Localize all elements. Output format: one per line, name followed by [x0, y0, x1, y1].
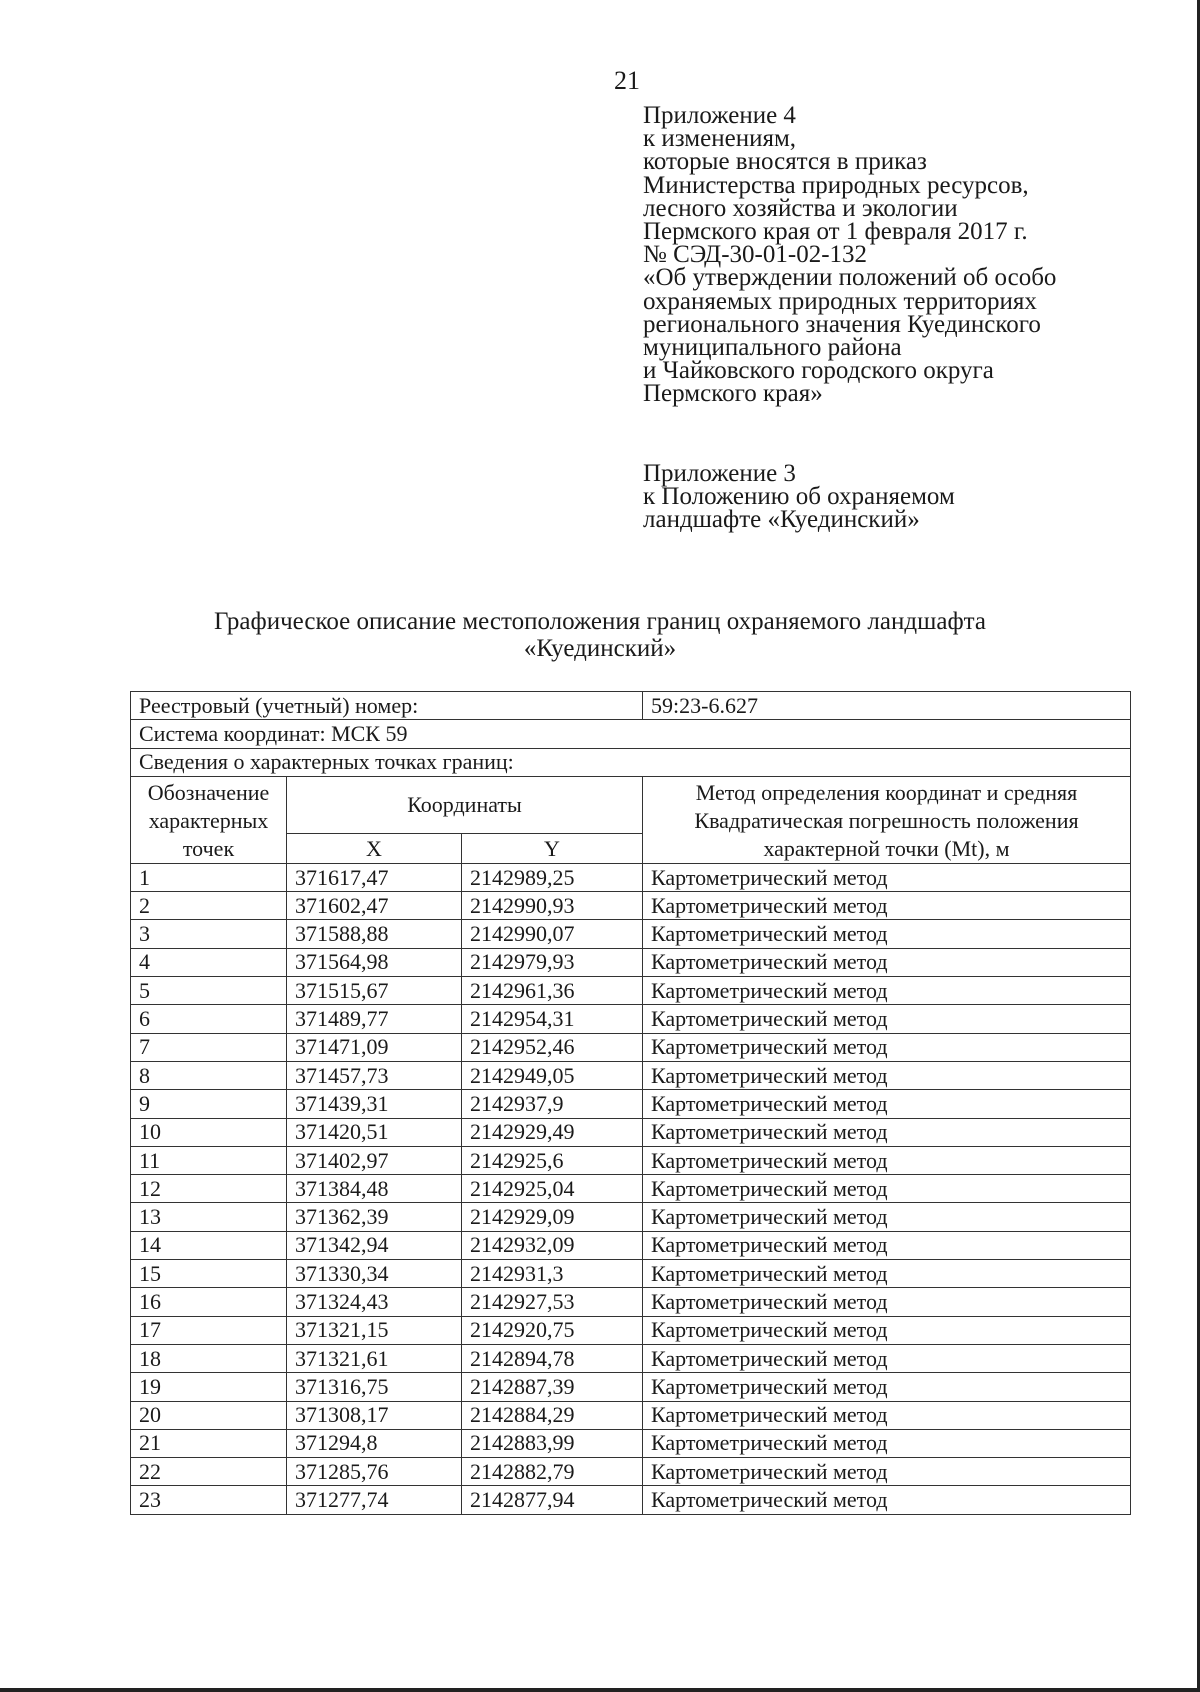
method-cell: Картометрический метод — [643, 1429, 1131, 1457]
y-coordinate-cell: 2142929,49 — [462, 1118, 643, 1146]
appendix-4-line: охраняемых природных территориях — [643, 287, 1037, 315]
appendix-4-header — [643, 104, 1183, 406]
appendix-4-line: регионального значения Куединского — [643, 310, 1041, 338]
appendix-4-line: Приложение 4 — [643, 102, 796, 129]
coordinates-table — [130, 691, 1131, 1515]
table-row — [131, 1344, 1131, 1372]
document-title-line: Графическое описание местоположения границ охраняемого ландшафта — [214, 608, 986, 635]
y-coordinate-cell: 2142887,39 — [462, 1373, 643, 1401]
point-number-cell: 4 — [131, 948, 287, 976]
registry-row — [131, 692, 1131, 720]
appendix-4-line: «Об утверждении положений об особо — [643, 264, 1057, 292]
x-coordinate-cell: 371471,09 — [287, 1033, 462, 1061]
method-cell: Картометрический метод — [643, 977, 1131, 1005]
table-row — [131, 1260, 1131, 1288]
y-coordinate-cell: 2142882,79 — [462, 1458, 643, 1486]
x-coordinate-cell: 371457,73 — [287, 1061, 462, 1089]
scan-edge-bottom — [0, 1688, 1200, 1692]
table-row — [131, 1005, 1131, 1033]
document-title-line: «Куединский» — [523, 635, 677, 662]
appendix-4-line: № СЭД-30-01-02-132 — [643, 241, 868, 269]
method-cell: Картометрический метод — [643, 863, 1131, 891]
table-row — [131, 863, 1131, 891]
point-number-cell: 1 — [131, 863, 287, 891]
method-cell: Картометрический метод — [643, 1146, 1131, 1174]
y-coordinate-cell: 2142925,6 — [462, 1146, 643, 1174]
method-cell: Картометрический метод — [643, 1231, 1131, 1259]
point-number-cell: 5 — [131, 977, 287, 1005]
point-number-cell: 6 — [131, 1005, 287, 1033]
page-number: 21 — [614, 66, 640, 95]
points-info: Сведения о характерных точках границ: — [131, 748, 1131, 776]
document-title — [130, 608, 1070, 662]
y-coordinate-cell: 2142961,36 — [462, 977, 643, 1005]
table-row — [131, 920, 1131, 948]
method-cell: Картометрический метод — [643, 1288, 1131, 1316]
x-coordinate-cell: 371515,67 — [287, 977, 462, 1005]
x-coordinate-cell: 371324,43 — [287, 1288, 462, 1316]
point-number-cell: 23 — [131, 1486, 287, 1514]
x-coordinate-cell: 371285,76 — [287, 1458, 462, 1486]
appendix-3-line: Приложение 3 — [643, 460, 796, 487]
point-number-cell: 2 — [131, 892, 287, 920]
point-number-cell: 8 — [131, 1061, 287, 1089]
col-point-header: Обозначение характерных точек — [131, 776, 287, 863]
x-coordinate-cell: 371342,94 — [287, 1231, 462, 1259]
y-coordinate-cell: 2142925,04 — [462, 1175, 643, 1203]
method-cell: Картометрический метод — [643, 1316, 1131, 1344]
point-number-cell: 7 — [131, 1033, 287, 1061]
header-row — [131, 776, 1131, 833]
method-cell: Картометрический метод — [643, 1061, 1131, 1089]
table-row — [131, 1373, 1131, 1401]
table-row — [131, 1033, 1131, 1061]
x-coordinate-cell: 371588,88 — [287, 920, 462, 948]
coord-system-row — [131, 720, 1131, 748]
point-number-cell: 14 — [131, 1231, 287, 1259]
y-coordinate-cell: 2142877,94 — [462, 1486, 643, 1514]
point-number-cell: 12 — [131, 1175, 287, 1203]
method-cell: Картометрический метод — [643, 1260, 1131, 1288]
points-info-row — [131, 748, 1131, 776]
point-number-cell: 19 — [131, 1373, 287, 1401]
x-coordinate-cell: 371330,34 — [287, 1260, 462, 1288]
method-cell: Картометрический метод — [643, 1203, 1131, 1231]
y-coordinate-cell: 2142937,9 — [462, 1090, 643, 1118]
x-coordinate-cell: 371294,8 — [287, 1429, 462, 1457]
x-coordinate-cell: 371564,98 — [287, 948, 462, 976]
table-row — [131, 1288, 1131, 1316]
method-cell: Картометрический метод — [643, 1090, 1131, 1118]
point-number-cell: 17 — [131, 1316, 287, 1344]
y-coordinate-cell: 2142990,07 — [462, 920, 643, 948]
y-coordinate-cell: 2142990,93 — [462, 892, 643, 920]
registry-label: Реестровый (учетный) номер: — [131, 692, 643, 720]
point-number-cell: 21 — [131, 1429, 287, 1457]
method-cell: Картометрический метод — [643, 1175, 1131, 1203]
table-row — [131, 1090, 1131, 1118]
point-number-cell: 11 — [131, 1146, 287, 1174]
y-coordinate-cell: 2142884,29 — [462, 1401, 643, 1429]
table-row — [131, 892, 1131, 920]
point-number-cell: 15 — [131, 1260, 287, 1288]
y-coordinate-cell: 2142989,25 — [462, 863, 643, 891]
appendix-3-header — [643, 462, 1183, 532]
y-coordinate-cell: 2142929,09 — [462, 1203, 643, 1231]
method-cell: Картометрический метод — [643, 948, 1131, 976]
point-number-cell: 10 — [131, 1118, 287, 1146]
x-coordinate-cell: 371308,17 — [287, 1401, 462, 1429]
table-row — [131, 1175, 1131, 1203]
y-coordinate-cell: 2142932,09 — [462, 1231, 643, 1259]
table-row — [131, 1146, 1131, 1174]
appendix-4-line: Пермского края» — [643, 380, 823, 408]
y-coordinate-cell: 2142931,3 — [462, 1260, 643, 1288]
method-cell: Картометрический метод — [643, 1033, 1131, 1061]
method-cell: Картометрический метод — [643, 1344, 1131, 1372]
col-method-header: Метод определения координат и средняя Квадратическая погрешность положения характерной точки (Mt), м — [643, 776, 1131, 863]
appendix-4-line: Пермского края от 1 февраля 2017 г. — [643, 218, 1028, 246]
table-row — [131, 1401, 1131, 1429]
table-row — [131, 1429, 1131, 1457]
x-coordinate-cell: 371402,97 — [287, 1146, 462, 1174]
table-row — [131, 1458, 1131, 1486]
method-cell: Картометрический метод — [643, 1118, 1131, 1146]
registry-value: 59:23-6.627 — [643, 692, 1131, 720]
y-coordinate-cell: 2142954,31 — [462, 1005, 643, 1033]
x-coordinate-cell: 371316,75 — [287, 1373, 462, 1401]
appendix-4-line: которые вносятся в приказ — [643, 148, 927, 176]
table-row — [131, 1118, 1131, 1146]
appendix-3-line: ландшафте «Куединский» — [643, 506, 920, 534]
appendix-4-line: к изменениям, — [643, 125, 797, 153]
table-row — [131, 1486, 1131, 1514]
y-coordinate-cell: 2142949,05 — [462, 1061, 643, 1089]
table-row — [131, 1061, 1131, 1089]
method-cell: Картометрический метод — [643, 1458, 1131, 1486]
method-cell: Картометрический метод — [643, 1005, 1131, 1033]
x-coordinate-cell: 371420,51 — [287, 1118, 462, 1146]
y-coordinate-cell: 2142927,53 — [462, 1288, 643, 1316]
x-coordinate-cell: 371384,48 — [287, 1175, 462, 1203]
method-cell: Картометрический метод — [643, 920, 1131, 948]
appendix-4-line: Министерства природных ресурсов, — [643, 171, 1029, 199]
point-number-cell: 16 — [131, 1288, 287, 1316]
method-cell: Картометрический метод — [643, 1486, 1131, 1514]
appendix-4-line: муниципального района — [643, 334, 902, 362]
method-cell: Картометрический метод — [643, 892, 1131, 920]
x-coordinate-cell: 371362,39 — [287, 1203, 462, 1231]
coord-system: Система координат: МСК 59 — [131, 720, 1131, 748]
table-row — [131, 1316, 1131, 1344]
point-number-cell: 20 — [131, 1401, 287, 1429]
point-number-cell: 3 — [131, 920, 287, 948]
appendix-4-line: лесного хозяйства и экологии — [643, 194, 958, 222]
point-number-cell: 22 — [131, 1458, 287, 1486]
point-number-cell: 13 — [131, 1203, 287, 1231]
x-coordinate-cell: 371277,74 — [287, 1486, 462, 1514]
col-coords-header: Координаты — [287, 776, 643, 833]
y-coordinate-cell: 2142920,75 — [462, 1316, 643, 1344]
x-coordinate-cell: 371321,15 — [287, 1316, 462, 1344]
x-coordinate-cell: 371439,31 — [287, 1090, 462, 1118]
y-coordinate-cell: 2142979,93 — [462, 948, 643, 976]
x-coordinate-cell: 371489,77 — [287, 1005, 462, 1033]
appendix-3-line: к Положению об охраняемом — [643, 483, 955, 511]
y-coordinate-cell: 2142894,78 — [462, 1344, 643, 1372]
point-number-cell: 18 — [131, 1344, 287, 1372]
appendix-4-line: и Чайковского городского округа — [643, 357, 994, 385]
method-cell: Картометрический метод — [643, 1373, 1131, 1401]
y-coordinate-cell: 2142952,46 — [462, 1033, 643, 1061]
table-row — [131, 977, 1131, 1005]
x-coordinate-cell: 371321,61 — [287, 1344, 462, 1372]
x-coordinate-cell: 371617,47 — [287, 863, 462, 891]
table-row — [131, 948, 1131, 976]
point-number-cell: 9 — [131, 1090, 287, 1118]
table-row — [131, 1231, 1131, 1259]
y-coordinate-cell: 2142883,99 — [462, 1429, 643, 1457]
x-coordinate-cell: 371602,47 — [287, 892, 462, 920]
method-cell: Картометрический метод — [643, 1401, 1131, 1429]
col-y-header: Y — [462, 834, 643, 864]
table-row — [131, 1203, 1131, 1231]
col-x-header: X — [287, 834, 462, 864]
